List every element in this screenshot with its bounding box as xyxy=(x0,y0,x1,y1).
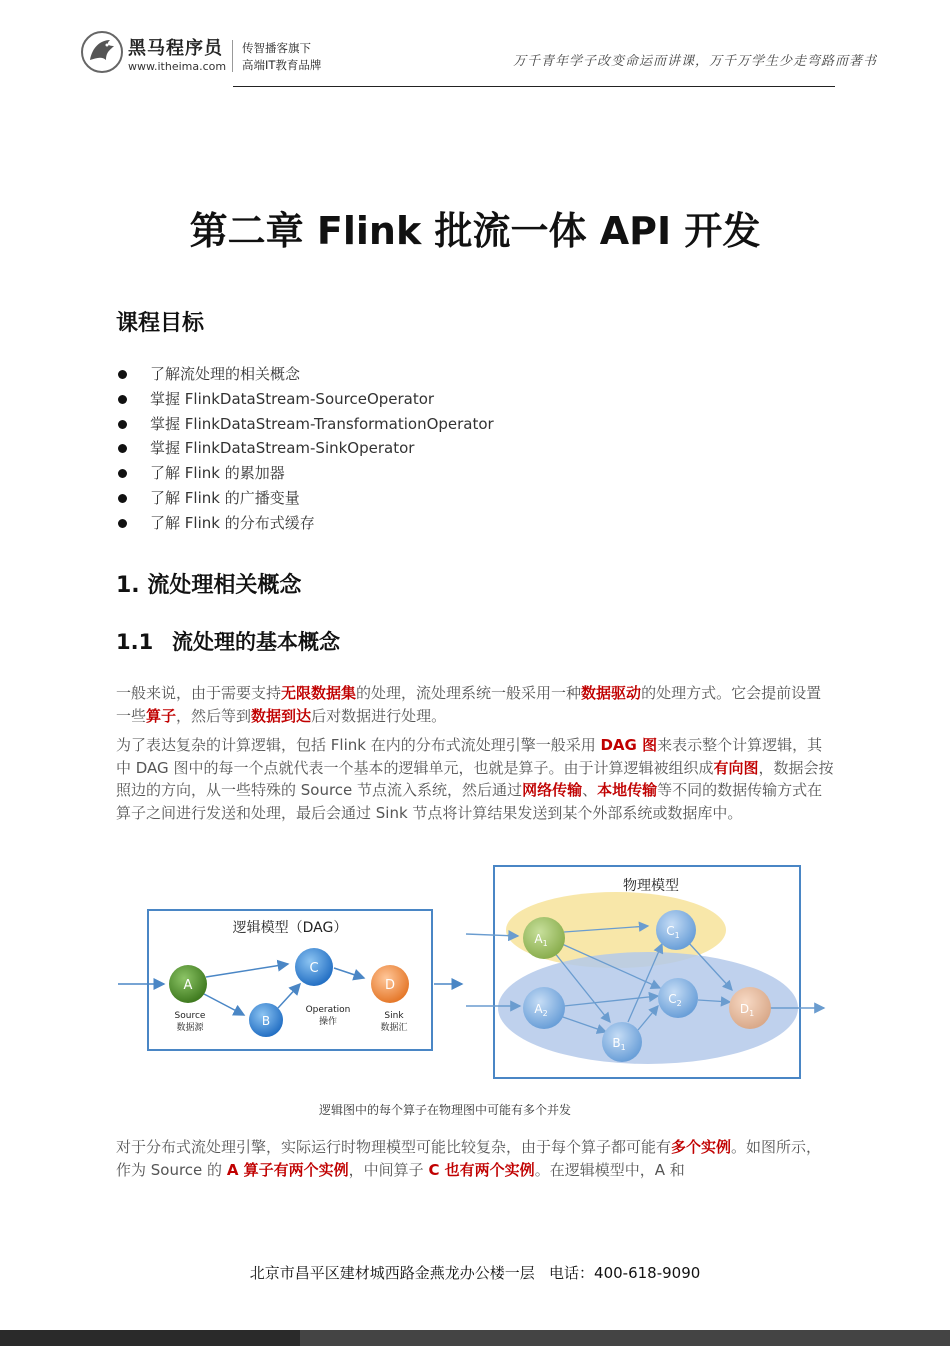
node-b-label: B xyxy=(261,1014,271,1028)
node-a2 xyxy=(523,987,565,1029)
source-label-cn: 数据源 xyxy=(176,1023,204,1033)
text-run: 、 xyxy=(582,781,598,799)
brand-tagline-1: 传智播客旗下 xyxy=(242,41,311,55)
section-heading-1-1 xyxy=(116,626,340,656)
highlight-run: C 也有两个实例 xyxy=(428,1160,535,1179)
node-d1-letter: D xyxy=(739,1002,750,1016)
goal-text: 掌握 FlinkDataStream-SourceOperator xyxy=(150,389,435,408)
page-header xyxy=(0,0,950,95)
goal-text: 了解 Flink 的累加器 xyxy=(150,464,285,483)
highlight-run: 数据驱动 xyxy=(581,684,642,702)
bullet-icon xyxy=(118,469,127,478)
node-b1 xyxy=(602,1022,642,1062)
node-d1 xyxy=(729,987,771,1029)
highlight-run: DAG 图 xyxy=(600,736,658,754)
text-run: ，中间算子 xyxy=(348,1160,429,1179)
dag-figure xyxy=(116,860,836,1090)
physical-model-title: 物理模型 xyxy=(623,878,679,894)
paragraph-3 xyxy=(116,1136,834,1181)
brand-url: www.itheima.com xyxy=(128,60,227,73)
node-c1-letter: C xyxy=(666,924,675,938)
node-c1 xyxy=(656,910,696,950)
text-run: 一般来说，由于需要支持 xyxy=(116,684,282,702)
node-c2-letter: C xyxy=(668,992,677,1006)
section-number: 1.1 xyxy=(116,630,154,654)
horse-logo-icon xyxy=(80,30,124,74)
node-a1-letter: A xyxy=(534,932,543,946)
bullet-icon xyxy=(118,395,127,404)
goal-text: 掌握 FlinkDataStream-SinkOperator xyxy=(150,439,415,458)
node-b1-letter: B xyxy=(612,1036,621,1050)
footer-bar-accent xyxy=(0,1330,300,1346)
goal-item xyxy=(116,511,494,536)
node-c1-sub: 1 xyxy=(674,931,680,940)
node-c2 xyxy=(658,978,698,1018)
footer-address: 北京市昌平区建材城西路金燕龙办公楼一层 xyxy=(249,1264,535,1282)
node-a-label: A xyxy=(183,978,193,993)
text-run: 。如图所示，作为 Source 的 xyxy=(116,1138,822,1179)
operation-label-cn: 操作 xyxy=(318,1017,338,1027)
highlight-run: 无限数据集 xyxy=(281,684,357,702)
footer-phone: 400-618-9090 xyxy=(594,1264,701,1282)
text-run: ，然后等到 xyxy=(176,706,252,725)
sink-label-en: Sink xyxy=(384,1011,404,1021)
highlight-run: 数据到达 xyxy=(251,706,312,725)
node-d1-sub: 1 xyxy=(749,1009,755,1018)
goal-item xyxy=(116,436,494,461)
goal-text: 掌握 FlinkDataStream-TransformationOperator xyxy=(150,414,494,433)
node-b1-sub: 1 xyxy=(620,1043,626,1052)
goal-item xyxy=(116,387,494,412)
sink-label-cn: 数据汇 xyxy=(380,1023,408,1033)
text-run: 。在逻辑模型中，A 和 xyxy=(534,1160,685,1179)
goals-list xyxy=(116,362,494,536)
brand-tagline-2: 高端IT教育品牌 xyxy=(242,58,322,72)
text-run: 等不同的数据传输方式在算子之间进行发送和处理，最后会通过 Sink 节点将计算结果发送到某个外部系统或数据库中。 xyxy=(116,781,823,822)
node-a1-sub: 1 xyxy=(542,939,548,948)
bullet-icon xyxy=(118,444,127,453)
highlight-run: 算子 xyxy=(146,706,177,725)
text-run: 为了表达复杂的计算逻辑，包括 Flink 在内的分布式流处理引擎一般采用 xyxy=(116,736,601,754)
highlight-run: 多个实例 xyxy=(671,1138,732,1156)
node-d-label: D xyxy=(384,978,396,993)
goal-text: 了解流处理的相关概念 xyxy=(150,365,301,383)
text-run: 来表示整个计算逻辑，其中 DAG 图中的每一个点就代表一个基本的逻辑单元，也就是算子。由于计算逻辑被组织成 xyxy=(116,736,823,777)
node-a2-letter: A xyxy=(534,1002,543,1016)
goals-heading: 课程目标 xyxy=(116,311,205,336)
figure-caption: 逻辑图中的每个算子在物理图中可能有多个并发 xyxy=(318,1103,571,1117)
bullet-icon xyxy=(118,494,127,503)
goal-item xyxy=(116,486,494,511)
node-a2-sub: 2 xyxy=(542,1009,548,1018)
section-title: 流处理的基本概念 xyxy=(172,630,340,654)
logical-model-title: 逻辑模型（DAG） xyxy=(232,920,348,936)
footer-phone-label: 电话： xyxy=(549,1264,595,1282)
section-heading-1: 1. 流处理相关概念 xyxy=(116,573,302,598)
bullet-icon xyxy=(118,420,127,429)
goal-item xyxy=(116,362,494,387)
text-run: 的处理，流处理系统一般采用一种 xyxy=(356,684,582,702)
bullet-icon xyxy=(118,519,127,528)
bullet-icon xyxy=(118,370,127,379)
text-run: 后对数据进行处理。 xyxy=(311,706,447,725)
header-motto: 万千青年学子改变命运而讲课，万千万学生少走弯路而著书 xyxy=(513,54,878,69)
node-c-label: C xyxy=(309,961,319,976)
brand-name: 黑马程序员 xyxy=(128,38,223,59)
source-label-en: Source xyxy=(174,1011,206,1021)
highlight-run: 本地传输 xyxy=(597,781,658,799)
operation-label-en: Operation xyxy=(305,1005,351,1015)
goal-text: 了解 Flink 的广播变量 xyxy=(150,488,300,507)
highlight-run: A 算子有两个实例 xyxy=(226,1160,349,1179)
chapter-title: 第二章 Flink 批流一体 API 开发 xyxy=(189,209,761,253)
highlight-run: 网络传输 xyxy=(522,781,583,799)
goal-text: 了解 Flink 的分布式缓存 xyxy=(150,513,315,532)
text-run: 对于分布式流处理引擎，实际运行时物理模型可能比较复杂，由于每个算子都可能有 xyxy=(116,1138,672,1156)
header-rule xyxy=(233,86,835,87)
goal-item xyxy=(116,461,494,486)
node-a1 xyxy=(523,917,565,959)
highlight-run: 有向图 xyxy=(713,758,759,777)
paragraph-2 xyxy=(116,734,834,824)
brand-divider xyxy=(232,40,233,72)
text-run: ，数据会按照边的方向，从一些特殊的 Source 节点流入系统，然后通过 xyxy=(116,758,834,799)
paragraph-1 xyxy=(116,682,834,727)
goal-item xyxy=(116,412,494,437)
page-footer xyxy=(0,1262,950,1283)
node-c2-sub: 2 xyxy=(676,999,682,1008)
text-run: 的处理方式。它会提前设置一些 xyxy=(116,684,822,725)
